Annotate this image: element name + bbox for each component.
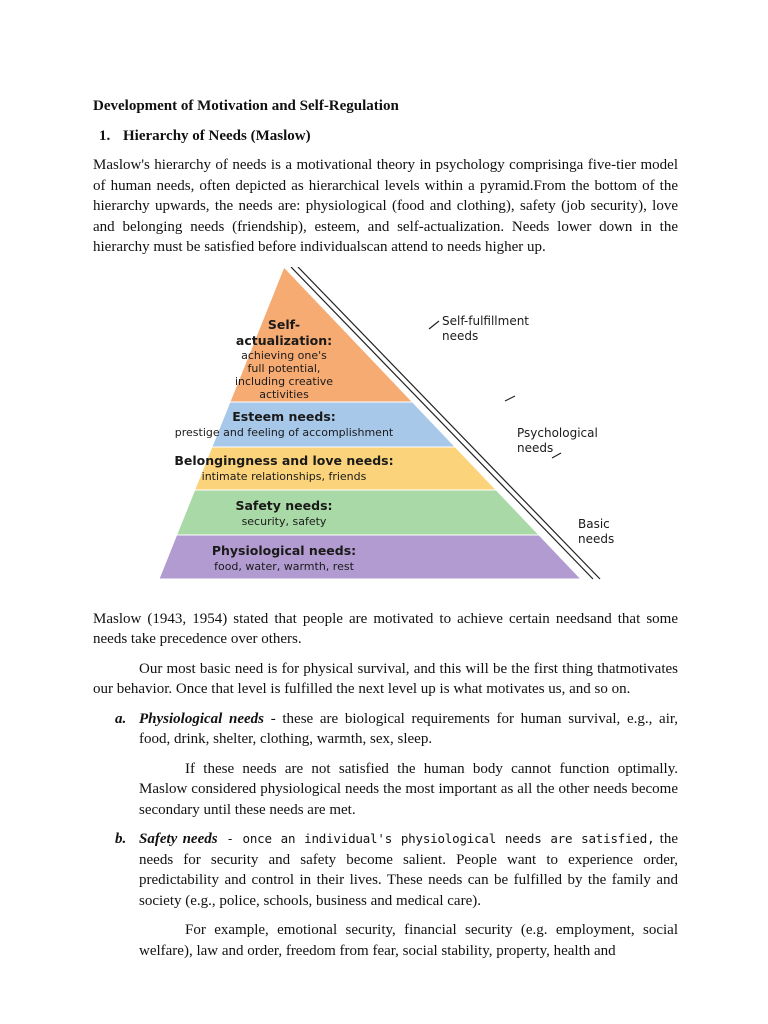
physiological-description: - these are biological requirements for human survival, e.g., air, food, drink, shelter, clothing, warmth, sex, sleep.	[139, 710, 679, 747]
physiological-continuation-text: If these needs are not satisfied the human body cannot function optimally. Maslow considered physiological needs the most important as all the other needs become secondary until these needs are met.	[139, 760, 678, 818]
group-label-basic: needs	[578, 531, 615, 546]
level-description: achieving one's	[241, 348, 327, 362]
bracket-tick	[505, 396, 515, 401]
section-number: 1.	[99, 127, 111, 144]
intro-paragraph: Maslow's hierarchy of needs is a motivational theory in psychology comprisinga five-tier model of human needs, often depicted as hierarchical levels within a pyramid.From the bottom of the hierarchy upwards, the needs are: physiological (food and clothing), safety (job security), love and belonging needs (friendship), esteem, and self-actualization. Needs lower down in the hierarchy must be satisfied before individualscan attend to needs higher up.	[93, 157, 678, 255]
safety-description-lead: - once an individual's physiological needs are satisfied,	[217, 831, 655, 846]
safety-description: the needs for security and safety become salient. People want to experience order, predictability and control in their lives. These needs can be fulfilled by the family and society (e.g., police, schools, business and medical care).	[139, 831, 678, 909]
document-title: Development of Motivation and Self-Regulation	[93, 98, 399, 114]
paragraph-basic-need: Our most basic need is for physical survival, and this will be the first thing thatmotivates our behavior. Once that level is fulfilled the next level up is what motivates us, and so on.	[93, 660, 678, 697]
group-label-basic: Basic	[578, 516, 610, 531]
level-title: Esteem needs:	[232, 408, 336, 424]
section-title: Hierarchy of Needs (Maslow)	[123, 127, 311, 144]
level-title: Physiological needs:	[211, 542, 357, 558]
level-title: Self-	[267, 316, 301, 332]
level-title: Belongingness and love needs:	[174, 452, 394, 468]
term-safety-needs: Safety needs	[139, 831, 218, 847]
document-page	[93, 96, 678, 970]
term-physiological-needs: Physiological needs	[139, 710, 265, 727]
pyramid-level-safety	[177, 490, 539, 535]
level-title: actualization:	[235, 332, 333, 348]
list-marker-b: b.	[115, 831, 127, 847]
safety-continuation	[93, 920, 678, 961]
level-description: prestige and feeling of accomplishment	[174, 425, 394, 439]
paragraph-maslow-statement: Maslow (1943, 1954) stated that people are motivated to achieve certain needsand that some needs take precedence over others.	[93, 610, 678, 647]
list-marker-a: a.	[115, 710, 127, 727]
bracket-tick	[552, 453, 561, 458]
physiological-continuation	[93, 759, 678, 821]
maslow-pyramid-figure	[93, 267, 678, 599]
group-label-psychological: needs	[517, 440, 554, 455]
level-description: intimate relationships, friends	[201, 469, 367, 483]
level-description: full potential,	[247, 361, 321, 375]
level-description: security, safety	[241, 514, 327, 528]
level-description: activities	[259, 387, 309, 401]
group-label-self-fulfillment: needs	[442, 328, 479, 343]
bracket-tick	[429, 321, 439, 329]
group-label-self-fulfillment: Self-fulfillment	[442, 313, 530, 328]
list-item-physiological	[93, 709, 678, 750]
level-description: food, water, warmth, rest	[214, 559, 354, 573]
level-title: Safety needs:	[235, 497, 333, 513]
safety-continuation-text: For example, emotional security, financial security (e.g. employment, social welfare), law and order, freedom from fear, social stability, property, health and	[139, 922, 678, 959]
list-item-safety	[93, 829, 678, 911]
section-heading	[93, 126, 678, 147]
group-label-psychological: Psychological	[517, 425, 598, 440]
level-description: including creative	[234, 374, 334, 388]
pyramid-diagram	[93, 267, 678, 599]
